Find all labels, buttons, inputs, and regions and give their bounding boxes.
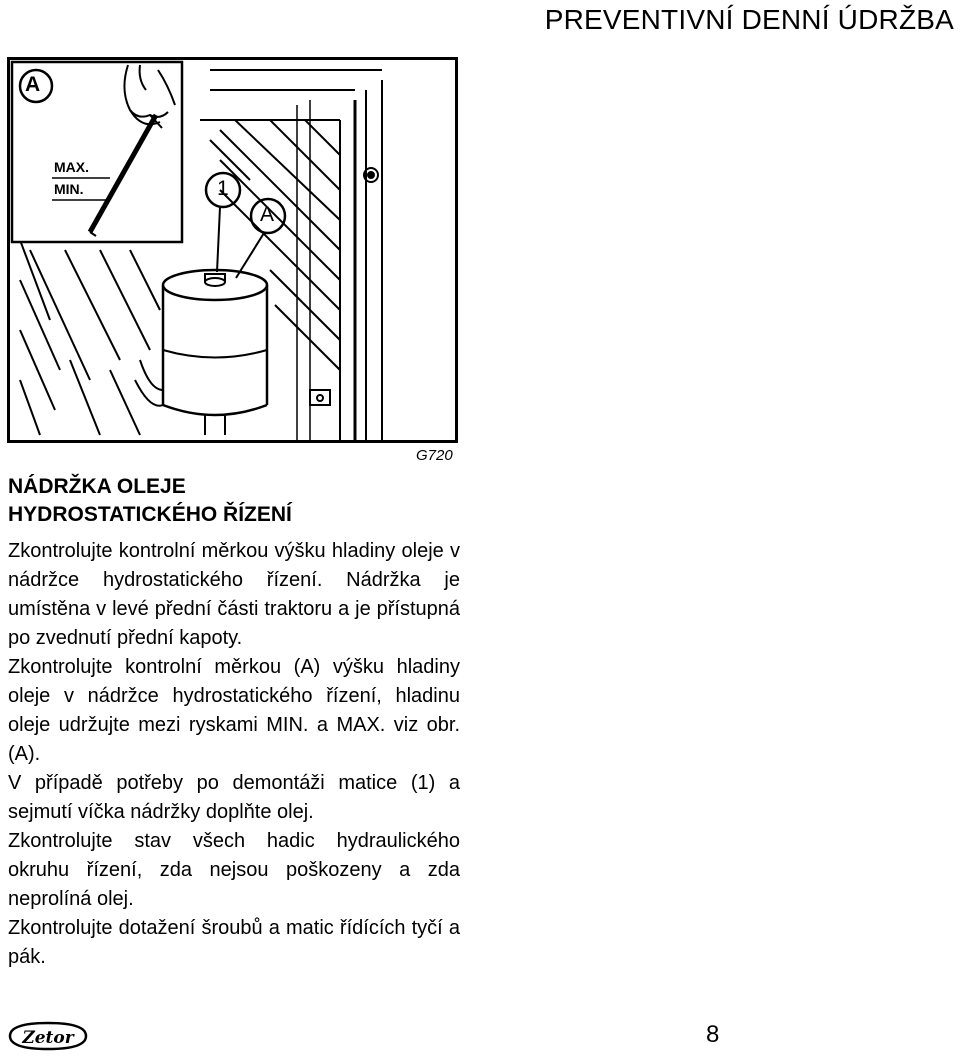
paragraph: Zkontrolujte stav všech hadic hydraulického okruhu řízení, zda nejsou poškozeny a zda neprolíná olej. bbox=[8, 830, 460, 910]
figure-code: G720 bbox=[416, 447, 453, 464]
paragraph: V případě potřeby po demontáži matice (1) a sejmutí víčka nádržky doplňte olej. bbox=[8, 772, 460, 823]
page-header-title: PREVENTIVNÍ DENNÍ ÚDRŽBA bbox=[544, 4, 954, 35]
paragraph: Zkontrolujte kontrolní měrkou (A) výšku hladiny oleje v nádržce hydrostatického řízení, hladinu oleje udržujte mezi ryskami MIN. a MAX. viz obr. (A). bbox=[8, 656, 460, 765]
heading-line-2: HYDROSTATICKÉHO ŘÍZENÍ bbox=[8, 503, 292, 526]
callout-tank-label: A bbox=[260, 203, 275, 226]
dipstick-min-label: MIN. bbox=[54, 181, 84, 197]
paragraph: Zkontrolujte dotažení šroubů a matic řídících tyčí a pák. bbox=[8, 917, 460, 968]
paragraph: Zkontrolujte kontrolní měrkou výšku hladiny oleje v nádržce hydrostatického řízení. Nádržka je umístěna v levé přední části traktoru a je přístupná po zvednutí přední kapoty. bbox=[8, 540, 460, 649]
inset-label: A bbox=[25, 73, 41, 96]
page-number: 8 bbox=[706, 1021, 720, 1048]
heading-line-1: NÁDRŽKA OLEJE bbox=[8, 475, 186, 498]
tank-illustration bbox=[7, 57, 458, 443]
section-heading bbox=[8, 473, 292, 529]
dipstick-max-label: MAX. bbox=[54, 159, 89, 175]
callout-nut-label: 1 bbox=[217, 177, 229, 200]
body-text bbox=[8, 537, 460, 972]
logo-text: Zetor bbox=[22, 1028, 74, 1048]
tank-drawing bbox=[10, 60, 455, 440]
zetor-logo bbox=[6, 1020, 90, 1052]
